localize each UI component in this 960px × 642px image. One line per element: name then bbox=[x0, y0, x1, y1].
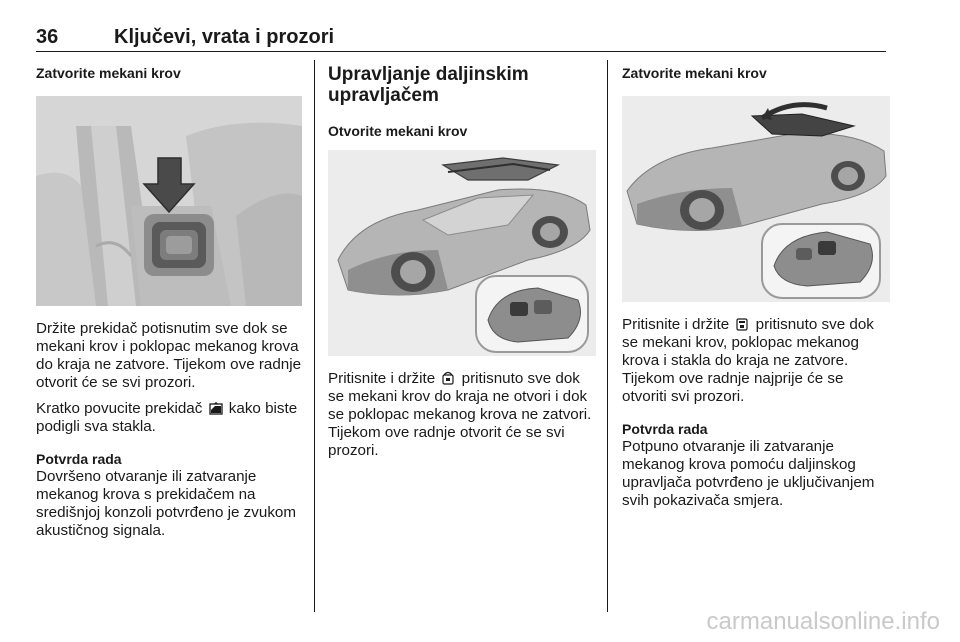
section-heading: Upravljanje daljinskim upravljačem bbox=[328, 64, 529, 106]
column-1 bbox=[36, 64, 302, 540]
column-divider bbox=[607, 60, 608, 612]
instruction-paragraph: Držite prekidač potisnutim sve dok se mekani krov i poklopac mekanog krova do kraja ne zatvore. Tijekom ove radnje otvorit će se svi prozori. bbox=[36, 320, 302, 391]
section-subheading: Zatvorite mekani krov bbox=[36, 65, 181, 81]
car-remote-open-illustration bbox=[328, 150, 596, 356]
column-3 bbox=[622, 64, 890, 510]
column-divider bbox=[314, 60, 315, 612]
instruction-paragraph bbox=[328, 370, 596, 460]
section-subheading: Zatvorite mekani krov bbox=[622, 65, 767, 81]
car-remote-close-illustration bbox=[622, 96, 890, 302]
paragraph-text: pritisnuto sve dok se mekani krov, poklopac mekanog krova i stakla do kraja ne zatvore. Tijekom ove radnje najprije će se otvoriti svi prozori. bbox=[622, 316, 874, 405]
confirm-paragraph: Potpuno otvaranje ili zatvaranje mekanog krova pomoću daljinskog upravljača potvrđeno je uključivanjem svih pokazivača smjera. bbox=[622, 438, 875, 509]
confirm-paragraph: Dovršeno otvaranje ili zatvaranje mekanog krova s prekidačem na središnjoj konzoli potvrđeno je zvukom akustičnog signala. bbox=[36, 468, 297, 539]
paragraph-text: Kratko povucite prekidač bbox=[36, 400, 203, 417]
instruction-paragraph bbox=[622, 316, 890, 406]
confirm-heading: Potvrda rada bbox=[36, 451, 122, 467]
watermark: carmanualsonline.info bbox=[706, 608, 940, 635]
roof-open-key-icon bbox=[441, 371, 455, 385]
paragraph-text: Pritisnite i držite bbox=[328, 370, 436, 387]
column-2 bbox=[328, 64, 596, 460]
paragraph-text: Pritisnite i držite bbox=[622, 316, 730, 333]
instruction-paragraph bbox=[36, 400, 302, 436]
paragraph-text: pritisnuto sve dok se mekani krov do kraja ne otvori i dok se poklopac mekanog krova ne zatvori. Tijekom ove radnje otvorit će se svi prozori. bbox=[328, 370, 592, 459]
roof-close-key-icon bbox=[735, 317, 749, 331]
page-header bbox=[36, 26, 886, 52]
header-rule bbox=[36, 51, 886, 52]
chapter-title: Ključevi, vrata i prozori bbox=[114, 26, 335, 48]
page-number: 36 bbox=[36, 26, 59, 48]
confirm-heading: Potvrda rada bbox=[622, 421, 708, 437]
window-up-icon bbox=[209, 401, 223, 415]
console-switch-illustration bbox=[36, 96, 302, 306]
section-subheading: Otvorite mekani krov bbox=[328, 123, 468, 139]
paragraph-text: kako biste podigli sva stakla. bbox=[36, 400, 298, 435]
